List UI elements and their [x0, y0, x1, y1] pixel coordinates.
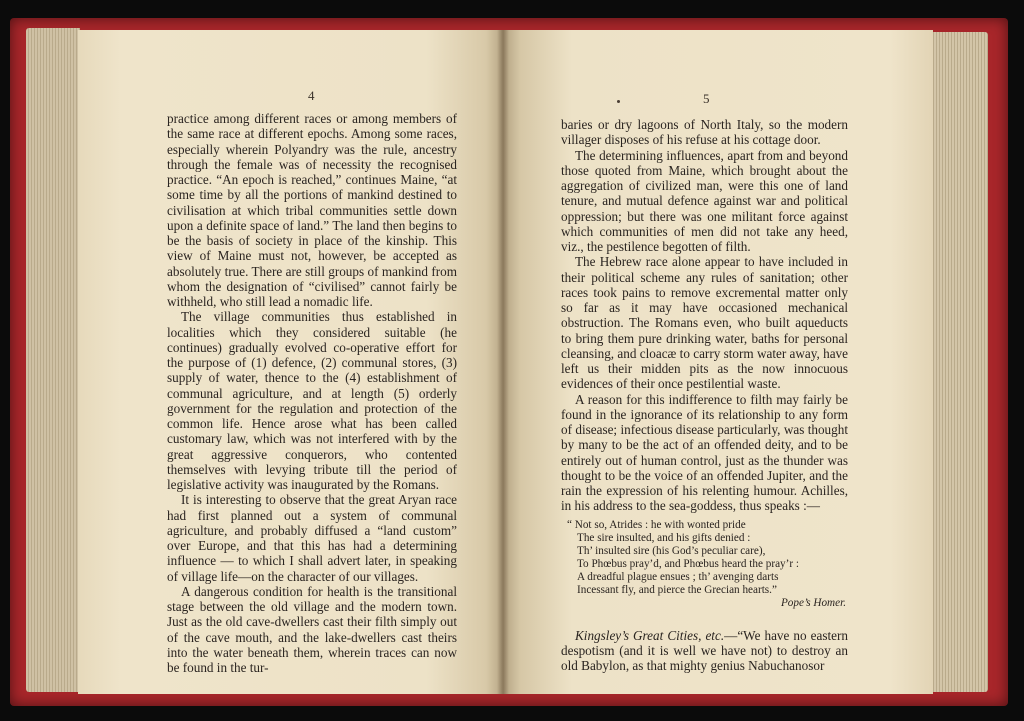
poem-quotation	[567, 519, 848, 610]
poem-attribution: Pope’s Homer.	[780, 596, 846, 609]
paragraph: The village communities thus established in localities which they considered suitable (he continues) gradually evolved co-operative effort for the purpose of (1) defence, (2) communal stores, (3) supply of water, thence to the (4) establishment of communal agriculture, and at length (5) orderly government for the regulation and protection of the common life. Hence arose what has been called customary law, which was not interfered with by the great aggressive conquerors, who contented themselves with levying tribute till the period of legislative activity was inaugurated by the Romans.	[167, 309, 457, 492]
source-text: —“We have no eastern despotism (and it is well we have not) to destroy an old Babylon, as that mighty genius Nabuchanosor	[561, 627, 848, 673]
paragraph	[561, 628, 848, 674]
poem-line: A dreadful plague ensues ; th’ avenging darts	[577, 570, 779, 583]
book-gutter	[497, 30, 509, 694]
paragraph: The Hebrew race alone appear to have included in their political scheme any rules of sanitation; other races took pains to remove excremental matter only so far as it may have occasioned mechanical obstruction. The Romans even, who built aqueducts to bring them pure drinking water, baths for personal cleansing, and cloacæ to carry storm water away, have left us their midden pits as the now innocuous evidences of their once pestilential waste.	[561, 254, 848, 392]
paragraph: The determining influences, apart from and beyond those quoted from Maine, which brought about the aggregation of civilized man, were this one of land tenure, and mutual defence against war and political oppression; but there was one militant force against which communities of men did not take any heed, viz., the pestilence begotten of filth.	[561, 147, 848, 254]
source-heading: Kingsley’s Great Cities, etc.	[575, 627, 725, 643]
page-edges-right	[930, 32, 988, 692]
paragraph: practice among different races or among members of the same race at different epochs. Among some races, especially wherein Polyandry was the rule, ancestry through the female was of necessity the recognised practice. “An epoch is reached,” continues Maine, “at some time by all the portions of mankind destined to civilisation at which tribal communities settle down upon a definite space of land.” The land then begins to be the basis of society in place of the kinship. This view of Maine must not, however, be accepted as absolutely true. There are still groups of mankind from whom the designation of “civilised” cannot fairly be withheld, who still lead a nomadic life.	[167, 111, 457, 309]
paragraph: A dangerous condition for health is the transitional stage between the old village and the modern town. Just as the old cave-dwellers cast their filth simply out of the cave mouth, and the lake-dwellers cast theirs into the water beneath them, wherein traces can now be found in the tur-	[167, 583, 457, 675]
ink-speck	[617, 100, 620, 103]
paragraph: baries or dry lagoons of North Italy, so the modern villager disposes of his refuse at his cottage door.	[561, 117, 848, 148]
poem-line: Th’ insulted sire (his God’s peculiar care),	[577, 544, 766, 557]
poem-line: “ Not so, Atrides : he with wonted pride	[567, 518, 746, 531]
paragraph: A reason for this indifference to filth may fairly be found in the ignorance of its relationship to any form of disease; infectious disease particularly, was thought by many to be the act of an offended deity, and to be entirely out of human control, just as the thunder was thought to be the voice of an offended Jupiter, and the rain the expression of his relenting humour. Achilles, in his address to the sea-goddess, thus speaks :—	[561, 391, 848, 514]
poem-line: Incessant fly, and pierce the Grecian hearts.”	[577, 583, 777, 596]
poem-line: The sire insulted, and his gifts denied :	[577, 531, 751, 544]
right-page-text	[561, 117, 848, 673]
page-edges-left	[26, 28, 80, 692]
paragraph: It is interesting to observe that the great Aryan race had first planned out a system of communal agriculture, and probably diffused a “land custom” over Europe, and that this has had a determining influence — to which I shall advert later, in speaking of village life—on the character of our villages.	[167, 492, 457, 584]
left-page-text	[167, 111, 457, 675]
left-page-number: 4	[308, 88, 315, 103]
right-page-number: 5	[703, 91, 710, 106]
poem-line: To Phœbus pray’d, and Phœbus heard the pray’r :	[577, 557, 799, 570]
